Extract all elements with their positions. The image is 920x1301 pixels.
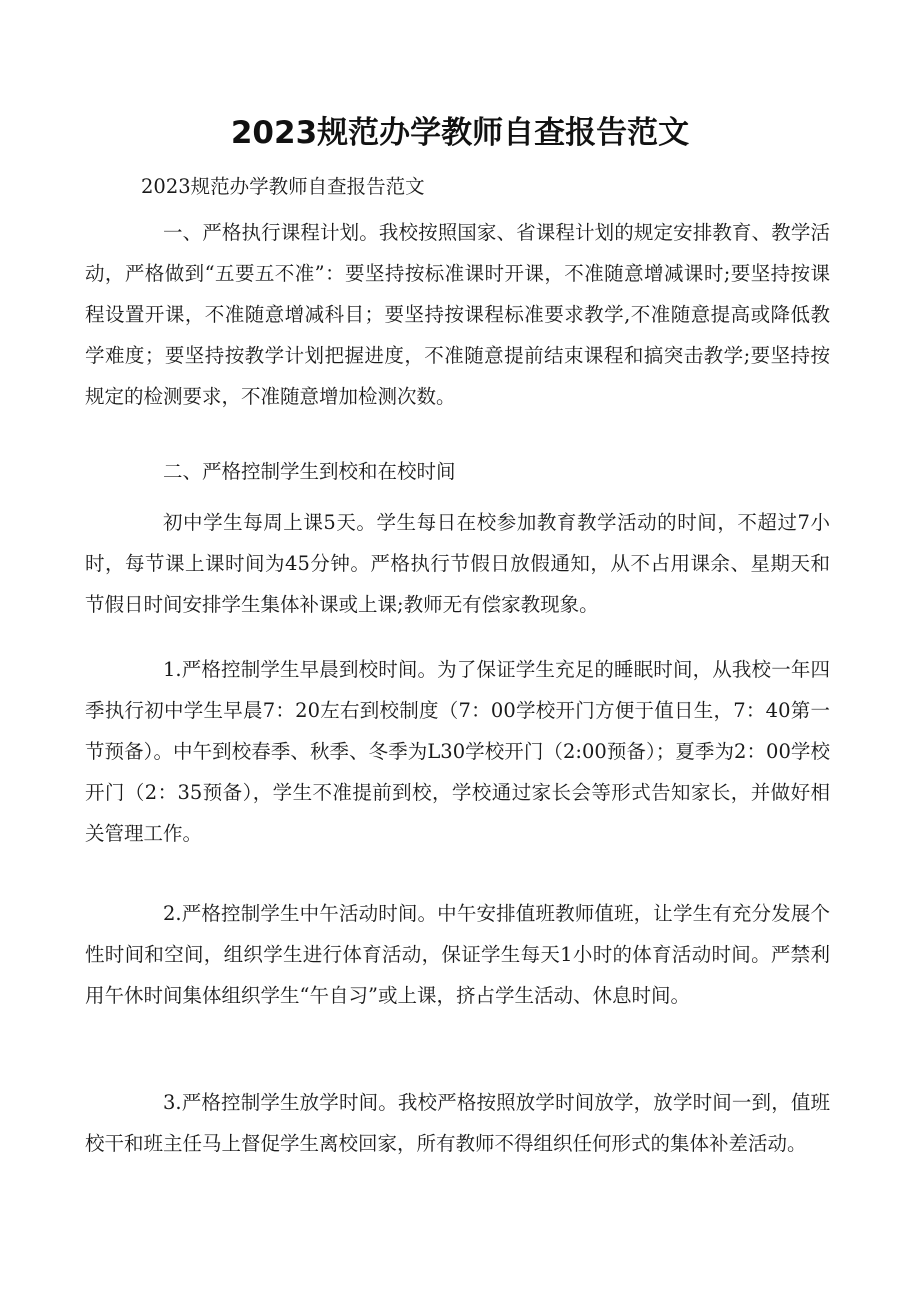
section-heading-school-time: 二、严格控制学生到校和在校时间 (163, 460, 456, 483)
paragraph-morning-arrival: 1.严格控制学生早晨到校时间。为了保证学生充足的睡眠时间，从我校一年四季执行初中学生早晨7：20左右到校制度（7：00学校开门方便于值日生，7：40第一节预备）。中午到校春季、秋季、冬季为L30学校开门（2:00预备）；夏季为2：00学校开门（2：35预备），学生不准提前到校，学校通过家长会等形式告知家长，并做好相关管理工作。 (85, 658, 830, 845)
paragraph-dismissal-time: 3.严格控制学生放学时间。我校严格按照放学时间放学，放学时间一到，值班校干和班主任马上督促学生离校回家，所有教师不得组织任何形式的集体补差活动。 (85, 1091, 830, 1155)
paragraph-course-plan: 一、严格执行课程计划。我校按照国家、省课程计划的规定安排教育、教学活动，严格做到“五要五不准”：要坚持按标准课时开课，不准随意增减课时;要坚持按课程设置开课，不准随意增减科目；要坚持按课程标准要求教学,不准随意提高或降低教学难度；要坚持按教学计划把握进度，不准随意提前结束课程和搞突击教学;要坚持按规定的检测要求，不准随意增加检测次数。 (85, 221, 830, 408)
paragraph-noon-activity: 2.严格控制学生中午活动时间。中午安排值班教师值班，让学生有充分发展个性时间和空间，组织学生进行体育活动，保证学生每天1小时的体育活动时间。严禁利用午休时间集体组织学生“午自习”或上课，挤占学生活动、休息时间。 (85, 902, 830, 1007)
paragraph-weekly-schedule: 初中学生每周上课5天。学生每日在校参加教育教学活动的时间，不超过7小时，每节课上课时间为45分钟。严格执行节假日放假通知，从不占用课余、星期天和节假日时间安排学生集体补课或上课;教师无有偿家教现象。 (85, 511, 830, 616)
document-subtitle: 2023规范办学教师自查报告范文 (141, 175, 425, 198)
document-title: 2023规范办学教师自查报告范文 (230, 115, 690, 151)
